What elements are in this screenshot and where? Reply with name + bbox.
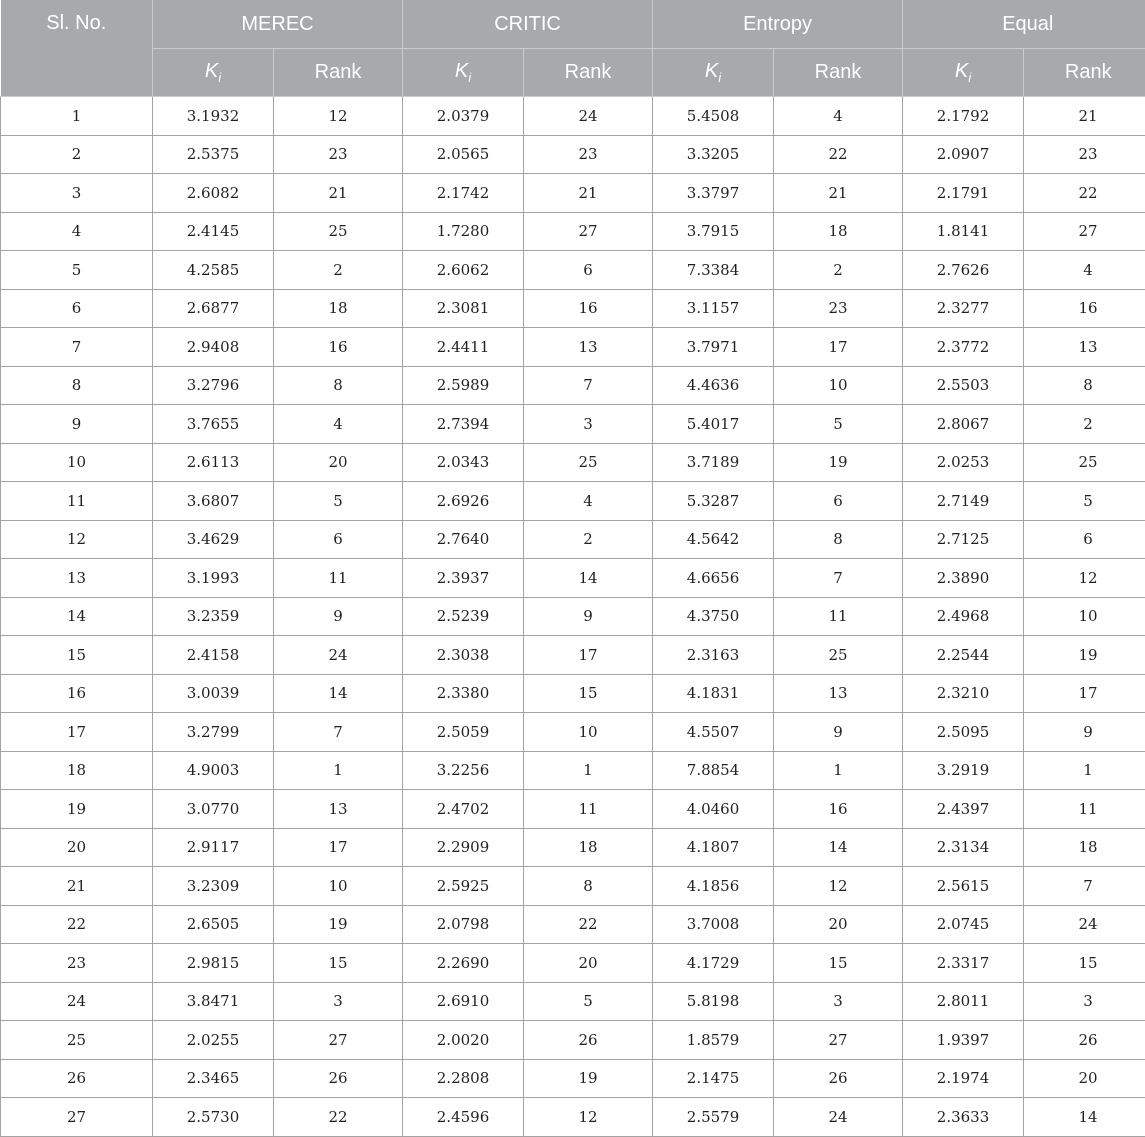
- ki-value-cell: 2.6113: [153, 443, 274, 482]
- header-group-critic: CRITIC: [403, 0, 653, 49]
- ki-value-cell: 5.4017: [653, 405, 774, 444]
- table-row: [1, 597, 1145, 636]
- rank-cell: 18: [274, 289, 403, 328]
- ki-value-cell: 3.1157: [653, 289, 774, 328]
- ki-value-cell: 2.6505: [153, 905, 274, 944]
- rank-cell: 19: [1024, 636, 1145, 675]
- ki-value-cell: 2.0255: [153, 1021, 274, 1060]
- ki-value-cell: 2.0253: [903, 443, 1024, 482]
- rank-cell: 12: [274, 97, 403, 136]
- ki-value-cell: 4.1831: [653, 674, 774, 713]
- ki-value-cell: 2.9815: [153, 944, 274, 983]
- rank-cell: 10: [1024, 597, 1145, 636]
- rank-cell: 1: [1024, 751, 1145, 790]
- sl-no-cell: 9: [1, 405, 153, 444]
- table-row: [1, 751, 1145, 790]
- rank-cell: 1: [274, 751, 403, 790]
- sl-no-cell: 20: [1, 828, 153, 867]
- ki-value-cell: 2.2909: [403, 828, 524, 867]
- ki-value-cell: 2.5375: [153, 135, 274, 174]
- ki-value-cell: 2.4397: [903, 790, 1024, 829]
- sl-no-cell: 14: [1, 597, 153, 636]
- ki-value-cell: 2.0798: [403, 905, 524, 944]
- rank-cell: 4: [774, 97, 903, 136]
- ki-value-cell: 2.6877: [153, 289, 274, 328]
- table-row: [1, 713, 1145, 752]
- rank-cell: 16: [524, 289, 653, 328]
- rank-cell: 26: [274, 1059, 403, 1098]
- ki-value-cell: 3.1932: [153, 97, 274, 136]
- sl-no-cell: 17: [1, 713, 153, 752]
- ki-value-cell: 2.1792: [903, 97, 1024, 136]
- ki-value-cell: 3.7189: [653, 443, 774, 482]
- ki-value-cell: 2.0343: [403, 443, 524, 482]
- ki-value-cell: 4.0460: [653, 790, 774, 829]
- sl-no-cell: 27: [1, 1098, 153, 1137]
- sl-no-cell: 5: [1, 251, 153, 290]
- ki-value-cell: 1.8579: [653, 1021, 774, 1060]
- rank-cell: 26: [774, 1059, 903, 1098]
- rank-cell: 1: [774, 751, 903, 790]
- ki-value-cell: 2.4968: [903, 597, 1024, 636]
- rank-cell: 18: [524, 828, 653, 867]
- rank-cell: 15: [524, 674, 653, 713]
- ki-value-cell: 4.1807: [653, 828, 774, 867]
- ki-value-cell: 4.9003: [153, 751, 274, 790]
- ki-value-cell: 7.3384: [653, 251, 774, 290]
- rank-cell: 11: [1024, 790, 1145, 829]
- rank-cell: 8: [274, 366, 403, 405]
- sl-no-cell: 21: [1, 867, 153, 906]
- sl-no-cell: 25: [1, 1021, 153, 1060]
- ki-value-cell: 2.5925: [403, 867, 524, 906]
- rank-cell: 11: [524, 790, 653, 829]
- ki-value-cell: 2.3890: [903, 559, 1024, 598]
- rank-cell: 14: [524, 559, 653, 598]
- ki-value-cell: 2.4158: [153, 636, 274, 675]
- ki-value-cell: 2.5503: [903, 366, 1024, 405]
- rank-cell: 14: [274, 674, 403, 713]
- ki-value-cell: 3.2309: [153, 867, 274, 906]
- sl-no-cell: 26: [1, 1059, 153, 1098]
- ki-value-cell: 3.7655: [153, 405, 274, 444]
- sl-no-cell: 11: [1, 482, 153, 521]
- rank-cell: 5: [774, 405, 903, 444]
- table-row: [1, 867, 1145, 906]
- header-rank: Rank: [524, 49, 653, 97]
- ki-value-cell: 2.5615: [903, 867, 1024, 906]
- rank-cell: 15: [774, 944, 903, 983]
- header-rank: Rank: [774, 49, 903, 97]
- rank-cell: 7: [524, 366, 653, 405]
- rank-cell: 17: [274, 828, 403, 867]
- rank-cell: 3: [274, 982, 403, 1021]
- ki-value-cell: 4.3750: [653, 597, 774, 636]
- ki-value-cell: 2.5730: [153, 1098, 274, 1137]
- ki-value-cell: 3.2799: [153, 713, 274, 752]
- ki-value-cell: 2.0745: [903, 905, 1024, 944]
- table-row: [1, 97, 1145, 136]
- rank-cell: 15: [274, 944, 403, 983]
- ki-value-cell: 4.5642: [653, 520, 774, 559]
- header-rank: Rank: [1024, 49, 1145, 97]
- rank-cell: 6: [774, 482, 903, 521]
- ki-value-cell: 2.3134: [903, 828, 1024, 867]
- table-row: [1, 944, 1145, 983]
- ki-value-cell: 3.2359: [153, 597, 274, 636]
- ki-value-cell: 2.7626: [903, 251, 1024, 290]
- rank-cell: 3: [524, 405, 653, 444]
- table-row: [1, 559, 1145, 598]
- ki-value-cell: 2.3937: [403, 559, 524, 598]
- rank-cell: 17: [524, 636, 653, 675]
- rank-cell: 20: [1024, 1059, 1145, 1098]
- rank-cell: 2: [1024, 405, 1145, 444]
- table-row: [1, 1021, 1145, 1060]
- sl-no-cell: 2: [1, 135, 153, 174]
- ki-value-cell: 2.3772: [903, 328, 1024, 367]
- ki-value-cell: 2.7125: [903, 520, 1024, 559]
- rank-cell: 14: [1024, 1098, 1145, 1137]
- rank-cell: 15: [1024, 944, 1145, 983]
- table-row: [1, 905, 1145, 944]
- ki-value-cell: 3.4629: [153, 520, 274, 559]
- rank-cell: 18: [1024, 828, 1145, 867]
- ki-value-cell: 2.7394: [403, 405, 524, 444]
- rank-cell: 24: [274, 636, 403, 675]
- sl-no-cell: 4: [1, 212, 153, 251]
- rank-cell: 7: [1024, 867, 1145, 906]
- header-ki: $K_i$: [653, 49, 774, 97]
- rank-cell: 8: [774, 520, 903, 559]
- rank-cell: 5: [274, 482, 403, 521]
- ki-value-cell: 2.6062: [403, 251, 524, 290]
- rank-cell: 25: [524, 443, 653, 482]
- table-row: [1, 982, 1145, 1021]
- rank-cell: 2: [274, 251, 403, 290]
- rank-cell: 10: [774, 366, 903, 405]
- rank-cell: 2: [774, 251, 903, 290]
- sl-no-cell: 3: [1, 174, 153, 213]
- rank-cell: 5: [1024, 482, 1145, 521]
- rank-cell: 2: [524, 520, 653, 559]
- rank-cell: 6: [1024, 520, 1145, 559]
- sl-no-cell: 8: [1, 366, 153, 405]
- ki-value-cell: 2.9117: [153, 828, 274, 867]
- sl-no-cell: 13: [1, 559, 153, 598]
- rank-cell: 24: [1024, 905, 1145, 944]
- ki-value-cell: 2.6926: [403, 482, 524, 521]
- ki-value-cell: 2.0907: [903, 135, 1024, 174]
- ki-value-cell: 3.7008: [653, 905, 774, 944]
- ki-value-cell: 2.4411: [403, 328, 524, 367]
- rank-cell: 4: [524, 482, 653, 521]
- header-ki: $K_i$: [153, 49, 274, 97]
- rank-cell: 10: [524, 713, 653, 752]
- rank-cell: 10: [274, 867, 403, 906]
- ki-value-cell: 2.0379: [403, 97, 524, 136]
- ki-value-cell: 2.3081: [403, 289, 524, 328]
- ki-value-cell: 2.5059: [403, 713, 524, 752]
- header-rank: Rank: [274, 49, 403, 97]
- rank-cell: 23: [274, 135, 403, 174]
- ki-value-cell: 2.2690: [403, 944, 524, 983]
- rank-cell: 13: [1024, 328, 1145, 367]
- table-row: [1, 790, 1145, 829]
- rank-cell: 1: [524, 751, 653, 790]
- ki-value-cell: 2.1974: [903, 1059, 1024, 1098]
- ki-value-cell: 5.4508: [653, 97, 774, 136]
- rank-cell: 9: [274, 597, 403, 636]
- ki-value-cell: 2.4596: [403, 1098, 524, 1137]
- rank-cell: 16: [774, 790, 903, 829]
- rank-cell: 19: [774, 443, 903, 482]
- rank-cell: 7: [774, 559, 903, 598]
- rank-cell: 27: [1024, 212, 1145, 251]
- ki-value-cell: 4.5507: [653, 713, 774, 752]
- rank-cell: 25: [274, 212, 403, 251]
- table-body: [1, 97, 1145, 1137]
- rank-cell: 5: [524, 982, 653, 1021]
- table-row: [1, 174, 1145, 213]
- sl-no-cell: 10: [1, 443, 153, 482]
- ki-value-cell: 3.7971: [653, 328, 774, 367]
- rank-cell: 12: [774, 867, 903, 906]
- ki-value-cell: 2.3277: [903, 289, 1024, 328]
- header-group-merec: MEREC: [153, 0, 403, 49]
- ki-value-cell: 2.5989: [403, 366, 524, 405]
- ki-value-cell: 2.0020: [403, 1021, 524, 1060]
- header-group-equal: Equal: [903, 0, 1145, 49]
- rank-cell: 13: [524, 328, 653, 367]
- table-row: [1, 1059, 1145, 1098]
- ki-value-cell: 2.8011: [903, 982, 1024, 1021]
- header-ki: $K_i$: [403, 49, 524, 97]
- ki-value-cell: 2.3380: [403, 674, 524, 713]
- sl-no-cell: 6: [1, 289, 153, 328]
- ki-value-cell: 2.4702: [403, 790, 524, 829]
- ki-value-cell: 4.2585: [153, 251, 274, 290]
- ki-value-cell: 1.8141: [903, 212, 1024, 251]
- ki-value-cell: 4.1729: [653, 944, 774, 983]
- rank-cell: 17: [774, 328, 903, 367]
- ki-value-cell: 2.1475: [653, 1059, 774, 1098]
- table-row: [1, 443, 1145, 482]
- ki-value-cell: 2.5095: [903, 713, 1024, 752]
- ki-value-cell: 3.1993: [153, 559, 274, 598]
- ki-value-cell: 4.1856: [653, 867, 774, 906]
- rank-cell: 21: [274, 174, 403, 213]
- rank-cell: 19: [274, 905, 403, 944]
- ki-value-cell: 5.8198: [653, 982, 774, 1021]
- sl-no-cell: 19: [1, 790, 153, 829]
- ki-value-cell: 2.1742: [403, 174, 524, 213]
- ki-value-cell: 5.3287: [653, 482, 774, 521]
- sl-no-cell: 18: [1, 751, 153, 790]
- ki-value-cell: 2.9408: [153, 328, 274, 367]
- table-row: [1, 251, 1145, 290]
- table-row: [1, 1098, 1145, 1137]
- rank-cell: 20: [774, 905, 903, 944]
- rank-cell: 27: [524, 212, 653, 251]
- rank-cell: 11: [274, 559, 403, 598]
- sl-no-cell: 23: [1, 944, 153, 983]
- rank-cell: 26: [524, 1021, 653, 1060]
- rank-cell: 25: [774, 636, 903, 675]
- rank-cell: 9: [524, 597, 653, 636]
- rank-cell: 21: [1024, 97, 1145, 136]
- rank-cell: 12: [524, 1098, 653, 1137]
- rank-cell: 21: [524, 174, 653, 213]
- ki-value-cell: 2.2544: [903, 636, 1024, 675]
- ki-value-cell: 3.2919: [903, 751, 1024, 790]
- rank-cell: 4: [274, 405, 403, 444]
- table-row: [1, 828, 1145, 867]
- rank-cell: 18: [774, 212, 903, 251]
- sl-no-cell: 12: [1, 520, 153, 559]
- ki-value-cell: 2.7149: [903, 482, 1024, 521]
- ki-value-cell: 2.3317: [903, 944, 1024, 983]
- rank-cell: 14: [774, 828, 903, 867]
- rank-cell: 8: [524, 867, 653, 906]
- rank-cell: 16: [274, 328, 403, 367]
- ki-value-cell: 2.1791: [903, 174, 1024, 213]
- table-row: [1, 405, 1145, 444]
- rank-cell: 23: [1024, 135, 1145, 174]
- ki-value-cell: 3.6807: [153, 482, 274, 521]
- header-group-entropy: Entropy: [653, 0, 903, 49]
- rank-cell: 23: [524, 135, 653, 174]
- rank-cell: 22: [524, 905, 653, 944]
- ki-value-cell: 2.3465: [153, 1059, 274, 1098]
- ki-value-cell: 2.0565: [403, 135, 524, 174]
- ki-value-cell: 4.6656: [653, 559, 774, 598]
- table-row: [1, 135, 1145, 174]
- rank-cell: 16: [1024, 289, 1145, 328]
- header-sl-no: Sl. No.: [1, 0, 153, 97]
- ki-value-cell: 1.7280: [403, 212, 524, 251]
- rank-cell: 24: [524, 97, 653, 136]
- ki-value-cell: 2.5579: [653, 1098, 774, 1137]
- ki-value-cell: 1.9397: [903, 1021, 1024, 1060]
- rank-cell: 20: [274, 443, 403, 482]
- rank-cell: 21: [774, 174, 903, 213]
- ki-value-cell: 7.8854: [653, 751, 774, 790]
- rank-cell: 25: [1024, 443, 1145, 482]
- rank-cell: 17: [1024, 674, 1145, 713]
- sl-no-cell: 24: [1, 982, 153, 1021]
- rank-cell: 22: [1024, 174, 1145, 213]
- table-row: [1, 520, 1145, 559]
- ki-value-cell: 2.7640: [403, 520, 524, 559]
- table-row: [1, 636, 1145, 675]
- ki-value-cell: 3.8471: [153, 982, 274, 1021]
- rank-cell: 4: [1024, 251, 1145, 290]
- rank-cell: 22: [774, 135, 903, 174]
- rank-cell: 27: [274, 1021, 403, 1060]
- rank-cell: 6: [524, 251, 653, 290]
- rank-cell: 22: [274, 1098, 403, 1137]
- ki-value-cell: 3.0039: [153, 674, 274, 713]
- rank-cell: 13: [774, 674, 903, 713]
- ki-value-cell: 2.6910: [403, 982, 524, 1021]
- table-row: [1, 366, 1145, 405]
- rank-cell: 19: [524, 1059, 653, 1098]
- table-row: [1, 212, 1145, 251]
- rank-cell: 9: [774, 713, 903, 752]
- ki-value-cell: 2.4145: [153, 212, 274, 251]
- table-row: [1, 328, 1145, 367]
- sl-no-cell: 1: [1, 97, 153, 136]
- rank-cell: 6: [274, 520, 403, 559]
- sl-no-cell: 16: [1, 674, 153, 713]
- ki-value-cell: 2.6082: [153, 174, 274, 213]
- ki-value-cell: 4.4636: [653, 366, 774, 405]
- rank-cell: 3: [1024, 982, 1145, 1021]
- rank-cell: 24: [774, 1098, 903, 1137]
- ki-value-cell: 3.3797: [653, 174, 774, 213]
- sl-no-cell: 15: [1, 636, 153, 675]
- ki-value-cell: 3.7915: [653, 212, 774, 251]
- table-header: [1, 0, 1145, 97]
- ki-value-cell: 3.2256: [403, 751, 524, 790]
- sl-no-cell: 22: [1, 905, 153, 944]
- ki-value-cell: 2.3210: [903, 674, 1024, 713]
- sl-no-cell: 7: [1, 328, 153, 367]
- ki-value-cell: 2.3163: [653, 636, 774, 675]
- ki-value-cell: 2.3633: [903, 1098, 1024, 1137]
- ki-value-cell: 3.3205: [653, 135, 774, 174]
- table-row: [1, 482, 1145, 521]
- table-row: [1, 289, 1145, 328]
- rank-cell: 26: [1024, 1021, 1145, 1060]
- rank-cell: 20: [524, 944, 653, 983]
- rank-cell: 23: [774, 289, 903, 328]
- rank-cell: 9: [1024, 713, 1145, 752]
- rank-cell: 8: [1024, 366, 1145, 405]
- ki-value-cell: 2.5239: [403, 597, 524, 636]
- ki-value-cell: 2.2808: [403, 1059, 524, 1098]
- ki-value-cell: 2.3038: [403, 636, 524, 675]
- rank-cell: 12: [1024, 559, 1145, 598]
- table-row: [1, 674, 1145, 713]
- rank-cell: 13: [274, 790, 403, 829]
- ki-value-cell: 2.8067: [903, 405, 1024, 444]
- rank-cell: 11: [774, 597, 903, 636]
- rank-cell: 7: [274, 713, 403, 752]
- rank-cell: 27: [774, 1021, 903, 1060]
- header-ki: $K_i$: [903, 49, 1024, 97]
- rank-cell: 3: [774, 982, 903, 1021]
- ki-value-cell: 3.2796: [153, 366, 274, 405]
- ki-value-cell: 3.0770: [153, 790, 274, 829]
